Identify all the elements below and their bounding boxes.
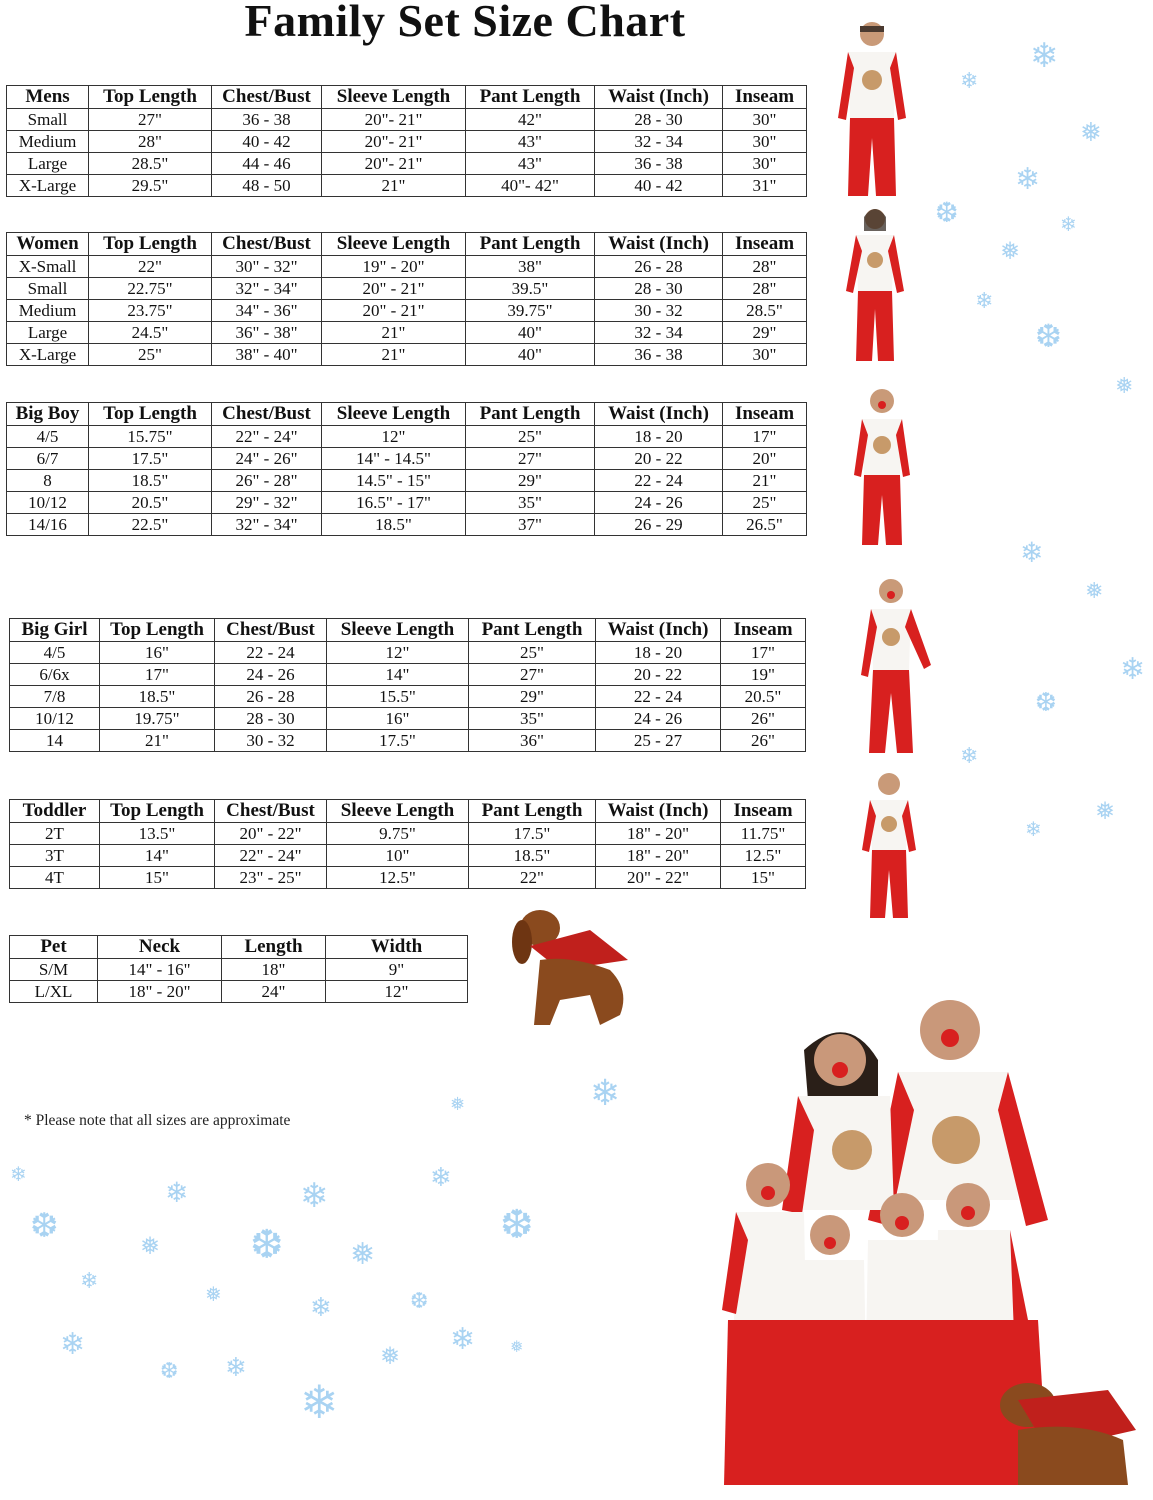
table-row <box>7 131 807 153</box>
table-cell: 20"- 21" <box>322 109 466 131</box>
table-row <box>7 514 807 536</box>
snowflake-icon: ❄ <box>975 288 994 313</box>
snowflake-icon: ❆ <box>935 198 959 229</box>
table-cell: 28" <box>89 131 212 153</box>
table-cell: 20.5" <box>721 686 806 708</box>
table-cell: 38" <box>466 256 595 278</box>
column-header: Chest/Bust <box>212 403 322 426</box>
table-row <box>7 492 807 514</box>
table-cell: 40 - 42 <box>595 175 723 197</box>
snowflake-icon: ❆ <box>160 1358 179 1383</box>
table-cell: 30" <box>723 344 807 366</box>
table-cell: 17" <box>721 642 806 664</box>
snowflake-icon: ❄ <box>590 1073 621 1113</box>
table-cell: 20" - 21" <box>322 300 466 322</box>
column-header: Waist (Inch) <box>595 233 723 256</box>
table-cell: 32 - 34 <box>595 131 723 153</box>
size-label-cell: Medium <box>7 131 89 153</box>
table-cell: 25" <box>466 426 595 448</box>
table-cell: 28 - 30 <box>215 708 327 730</box>
size-label-cell: 8 <box>7 470 89 492</box>
table-cell: 22 - 24 <box>595 470 723 492</box>
snowflake-icon: ❅ <box>1095 799 1116 825</box>
table-row <box>7 322 807 344</box>
table-cell: 29" <box>466 470 595 492</box>
column-header: Inseam <box>723 233 807 256</box>
size-label-cell: X-Small <box>7 256 89 278</box>
table-cell: 20" - 22" <box>215 823 327 845</box>
table-header-row <box>10 619 806 642</box>
table-row <box>10 823 806 845</box>
table-cell: 14" - 16" <box>98 959 222 981</box>
table-cell: 16" <box>100 642 215 664</box>
table-cell: 42" <box>466 109 595 131</box>
table-cell: 24" <box>222 981 326 1003</box>
girl-figure <box>853 575 933 760</box>
table-cell: 36" - 38" <box>212 322 322 344</box>
toddler-figure <box>858 770 920 922</box>
table-cell: 9.75" <box>327 823 469 845</box>
table-cell: 18" <box>222 959 326 981</box>
column-header: Pet <box>10 936 98 959</box>
table-row <box>7 344 807 366</box>
table-cell: 24 - 26 <box>215 664 327 686</box>
column-header: Pant Length <box>469 619 596 642</box>
table-cell: 19" <box>721 664 806 686</box>
table-row <box>10 686 806 708</box>
column-header: Top Length <box>89 233 212 256</box>
table-header-row <box>10 800 806 823</box>
column-header: Width <box>326 936 468 959</box>
size-label-cell: 10/12 <box>10 708 100 730</box>
snowflake-icon: ❆ <box>500 1202 534 1247</box>
approximate-sizes-note: * Please note that all sizes are approximate <box>24 1112 291 1129</box>
table-cell: 11.75" <box>721 823 806 845</box>
table-header-row <box>7 86 807 109</box>
column-header: Top Length <box>100 619 215 642</box>
table-cell: 15.5" <box>327 686 469 708</box>
table-cell: 34" - 36" <box>212 300 322 322</box>
table-cell: 32 - 34 <box>595 322 723 344</box>
table-row <box>7 109 807 131</box>
size-label-cell: 2T <box>10 823 100 845</box>
table-cell: 44 - 46 <box>212 153 322 175</box>
table-cell: 18.5" <box>100 686 215 708</box>
table-cell: 36 - 38 <box>595 344 723 366</box>
column-header: Inseam <box>721 619 806 642</box>
table-cell: 12" <box>326 981 468 1003</box>
table-cell: 19" - 20" <box>322 256 466 278</box>
table-cell: 19.75" <box>100 708 215 730</box>
size-label-cell: Large <box>7 153 89 175</box>
size-label-cell: 6/7 <box>7 448 89 470</box>
column-header: Pant Length <box>466 233 595 256</box>
table-row <box>7 256 807 278</box>
column-header: Top Length <box>89 403 212 426</box>
size-label-cell: S/M <box>10 959 98 981</box>
table-cell: 28" <box>723 278 807 300</box>
table-cell: 20" - 21" <box>322 278 466 300</box>
table-cell: 25 - 27 <box>596 730 721 752</box>
table-row <box>10 708 806 730</box>
table-cell: 18 - 20 <box>595 426 723 448</box>
column-header: Length <box>222 936 326 959</box>
table-cell: 40" <box>466 344 595 366</box>
table-row <box>7 470 807 492</box>
table-cell: 27" <box>469 664 596 686</box>
table-cell: 17" <box>100 664 215 686</box>
snowflake-icon: ❄ <box>1025 819 1042 841</box>
table-cell: 26 - 28 <box>215 686 327 708</box>
snowflake-icon: ❄ <box>60 1328 86 1361</box>
mens-size-table <box>6 85 807 197</box>
table-cell: 22" <box>469 867 596 889</box>
table-cell: 12" <box>327 642 469 664</box>
size-label-cell: 4/5 <box>7 426 89 448</box>
size-label-cell: 7/8 <box>10 686 100 708</box>
table-cell: 24.5" <box>89 322 212 344</box>
size-label-cell: 4T <box>10 867 100 889</box>
table-cell: 40 - 42 <box>212 131 322 153</box>
size-label-cell: 14 <box>10 730 100 752</box>
table-cell: 43" <box>466 153 595 175</box>
column-header: Top Length <box>89 86 212 109</box>
table-cell: 26 - 28 <box>595 256 723 278</box>
snowflake-icon: ❄ <box>1120 653 1146 686</box>
snowflake-icon: ❆ <box>250 1222 284 1267</box>
table-cell: 32" - 34" <box>212 514 322 536</box>
woman-figure <box>840 205 910 365</box>
table-cell: 20 - 22 <box>595 448 723 470</box>
table-cell: 26" <box>721 730 806 752</box>
size-label-cell: 6/6x <box>10 664 100 686</box>
table-cell: 20.5" <box>89 492 212 514</box>
table-header-row <box>7 403 807 426</box>
table-row <box>10 664 806 686</box>
table-cell: 10" <box>327 845 469 867</box>
table-row <box>10 981 468 1003</box>
snowflake-icon: ❄ <box>80 1268 99 1293</box>
table-cell: 30" <box>723 153 807 175</box>
column-header: Pant Length <box>466 403 595 426</box>
column-header: Chest/Bust <box>215 800 327 823</box>
column-header: Pant Length <box>466 86 595 109</box>
table-cell: 18.5" <box>469 845 596 867</box>
table-cell: 26.5" <box>723 514 807 536</box>
size-label-cell: 14/16 <box>7 514 89 536</box>
table-cell: 27" <box>466 448 595 470</box>
column-header: Inseam <box>723 86 807 109</box>
table-row <box>10 730 806 752</box>
table-row <box>7 426 807 448</box>
table-cell: 28 - 30 <box>595 278 723 300</box>
snowflake-icon: ❄ <box>165 1178 189 1209</box>
snowflake-icon: ❆ <box>30 1208 59 1245</box>
snowflake-icon: ❆ <box>1035 318 1062 354</box>
table-cell: 35" <box>466 492 595 514</box>
snowflake-icon: ❄ <box>1020 538 1044 569</box>
big-girl-size-table <box>9 618 806 752</box>
snowflake-icon: ❆ <box>410 1288 429 1313</box>
snowflake-icon: ❄ <box>1015 163 1041 196</box>
table-row <box>10 867 806 889</box>
table-cell: 38" - 40" <box>212 344 322 366</box>
table-cell: 22.75" <box>89 278 212 300</box>
boy-figure <box>850 385 915 550</box>
table-cell: 18 - 20 <box>596 642 721 664</box>
table-cell: 37" <box>466 514 595 536</box>
column-header: Pant Length <box>469 800 596 823</box>
column-header: Big Girl <box>10 619 100 642</box>
table-cell: 16.5" - 17" <box>322 492 466 514</box>
snowflake-icon: ❄ <box>300 1178 329 1215</box>
table-row <box>7 153 807 175</box>
table-cell: 21" <box>322 322 466 344</box>
column-header: Toddler <box>10 800 100 823</box>
table-cell: 25" <box>469 642 596 664</box>
column-header: Top Length <box>100 800 215 823</box>
table-cell: 21" <box>100 730 215 752</box>
table-cell: 9" <box>326 959 468 981</box>
size-label-cell: 3T <box>10 845 100 867</box>
size-label-cell: Small <box>7 278 89 300</box>
size-label-cell: Small <box>7 109 89 131</box>
table-cell: 22" - 24" <box>215 845 327 867</box>
table-cell: 18.5" <box>89 470 212 492</box>
snowflake-icon: ❆ <box>1035 688 1057 717</box>
table-cell: 24" - 26" <box>212 448 322 470</box>
table-cell: 27" <box>89 109 212 131</box>
snowflake-icon: ❅ <box>1000 239 1021 265</box>
table-cell: 22 - 24 <box>215 642 327 664</box>
column-header: Chest/Bust <box>215 619 327 642</box>
snowflake-icon: ❅ <box>1115 373 1134 398</box>
table-cell: 18.5" <box>322 514 466 536</box>
table-cell: 28" <box>723 256 807 278</box>
table-cell: 39.75" <box>466 300 595 322</box>
table-cell: 12" <box>322 426 466 448</box>
table-row <box>7 175 807 197</box>
table-cell: 28.5" <box>89 153 212 175</box>
dog-figure <box>500 900 638 1030</box>
table-cell: 20" - 22" <box>596 867 721 889</box>
snowflake-icon: ❄ <box>1030 38 1059 75</box>
size-label-cell: 10/12 <box>7 492 89 514</box>
pet-size-table <box>9 935 468 1003</box>
table-cell: 14" - 14.5" <box>322 448 466 470</box>
table-cell: 30 - 32 <box>595 300 723 322</box>
size-label-cell: Medium <box>7 300 89 322</box>
snowflake-icon: ❅ <box>350 1238 376 1271</box>
table-cell: 13.5" <box>100 823 215 845</box>
table-cell: 18" - 20" <box>596 845 721 867</box>
column-header: Chest/Bust <box>212 86 322 109</box>
table-cell: 26" <box>721 708 806 730</box>
page-title: Family Set Size Chart <box>244 0 686 46</box>
snowflake-icon: ❅ <box>205 1284 222 1306</box>
women-size-table <box>6 232 807 366</box>
table-cell: 39.5" <box>466 278 595 300</box>
table-cell: 26" - 28" <box>212 470 322 492</box>
column-header: Big Boy <box>7 403 89 426</box>
table-cell: 29" - 32" <box>212 492 322 514</box>
column-header: Inseam <box>723 403 807 426</box>
column-header: Chest/Bust <box>212 233 322 256</box>
table-cell: 36 - 38 <box>595 153 723 175</box>
column-header: Sleeve Length <box>327 619 469 642</box>
table-cell: 20"- 21" <box>322 153 466 175</box>
column-header: Mens <box>7 86 89 109</box>
table-row <box>7 448 807 470</box>
table-cell: 18" - 20" <box>596 823 721 845</box>
table-cell: 24 - 26 <box>595 492 723 514</box>
table-cell: 48 - 50 <box>212 175 322 197</box>
table-cell: 28.5" <box>723 300 807 322</box>
table-cell: 17.5" <box>469 823 596 845</box>
table-cell: 23.75" <box>89 300 212 322</box>
snowflake-icon: ❄ <box>1060 214 1077 236</box>
table-cell: 24 - 26 <box>596 708 721 730</box>
column-header: Waist (Inch) <box>596 800 721 823</box>
table-cell: 32" - 34" <box>212 278 322 300</box>
snowflake-icon: ❅ <box>510 1339 524 1356</box>
table-cell: 29" <box>469 686 596 708</box>
table-cell: 15" <box>100 867 215 889</box>
table-cell: 30" <box>723 109 807 131</box>
snowflake-icon: ❅ <box>380 1344 401 1370</box>
toddler-size-table <box>9 799 806 889</box>
table-cell: 23" - 25" <box>215 867 327 889</box>
size-label-cell: 4/5 <box>10 642 100 664</box>
table-cell: 14" <box>327 664 469 686</box>
table-row <box>10 959 468 981</box>
snowflake-icon: ❄ <box>430 1163 452 1192</box>
column-header: Neck <box>98 936 222 959</box>
table-cell: 40" <box>466 322 595 344</box>
column-header: Sleeve Length <box>322 86 466 109</box>
big-boy-size-table <box>6 402 807 536</box>
snowflake-icon: ❄ <box>450 1323 476 1356</box>
table-cell: 30 - 32 <box>215 730 327 752</box>
table-cell: 22.5" <box>89 514 212 536</box>
table-cell: 22" <box>89 256 212 278</box>
table-cell: 36 - 38 <box>212 109 322 131</box>
table-header-row <box>7 233 807 256</box>
snowflake-icon: ❅ <box>450 1094 466 1114</box>
table-cell: 21" <box>723 470 807 492</box>
table-cell: 25" <box>723 492 807 514</box>
table-row <box>10 642 806 664</box>
family-photo <box>718 990 1148 1495</box>
column-header: Waist (Inch) <box>596 619 721 642</box>
size-label-cell: Large <box>7 322 89 344</box>
table-row <box>7 278 807 300</box>
table-row <box>7 300 807 322</box>
table-cell: 43" <box>466 131 595 153</box>
table-cell: 26 - 29 <box>595 514 723 536</box>
snowflake-icon: ❄ <box>225 1353 247 1382</box>
table-cell: 40"- 42" <box>466 175 595 197</box>
table-cell: 31" <box>723 175 807 197</box>
table-cell: 12.5" <box>721 845 806 867</box>
table-cell: 17.5" <box>89 448 212 470</box>
table-cell: 16" <box>327 708 469 730</box>
table-header-row <box>10 936 468 959</box>
snowflake-icon: ❄ <box>300 1377 339 1428</box>
size-label-cell: X-Large <box>7 344 89 366</box>
table-cell: 20 - 22 <box>596 664 721 686</box>
table-cell: 28 - 30 <box>595 109 723 131</box>
snowflake-icon: ❄ <box>960 68 979 93</box>
table-cell: 12.5" <box>327 867 469 889</box>
table-cell: 22 - 24 <box>596 686 721 708</box>
table-cell: 20"- 21" <box>322 131 466 153</box>
table-cell: 15" <box>721 867 806 889</box>
snowflake-icon: ❅ <box>140 1234 161 1260</box>
snowflake-icon: ❅ <box>1085 578 1104 603</box>
table-cell: 17.5" <box>327 730 469 752</box>
size-label-cell: X-Large <box>7 175 89 197</box>
snowflake-icon: ❅ <box>1080 118 1102 147</box>
table-cell: 21" <box>322 175 466 197</box>
table-cell: 15.75" <box>89 426 212 448</box>
table-cell: 29" <box>723 322 807 344</box>
man-figure <box>832 18 912 203</box>
table-cell: 14.5" - 15" <box>322 470 466 492</box>
table-cell: 18" - 20" <box>98 981 222 1003</box>
column-header: Sleeve Length <box>322 233 466 256</box>
snowflake-icon: ❄ <box>310 1293 332 1322</box>
column-header: Waist (Inch) <box>595 403 723 426</box>
table-cell: 36" <box>469 730 596 752</box>
snowflake-icon: ❄ <box>10 1164 27 1186</box>
snowflake-icon: ❄ <box>960 743 979 768</box>
table-cell: 25" <box>89 344 212 366</box>
table-cell: 17" <box>723 426 807 448</box>
table-cell: 30" - 32" <box>212 256 322 278</box>
column-header: Waist (Inch) <box>595 86 723 109</box>
table-cell: 14" <box>100 845 215 867</box>
table-cell: 22" - 24" <box>212 426 322 448</box>
column-header: Sleeve Length <box>322 403 466 426</box>
column-header: Women <box>7 233 89 256</box>
table-cell: 20" <box>723 448 807 470</box>
column-header: Inseam <box>721 800 806 823</box>
column-header: Sleeve Length <box>327 800 469 823</box>
table-row <box>10 845 806 867</box>
table-cell: 21" <box>322 344 466 366</box>
table-cell: 30" <box>723 131 807 153</box>
table-cell: 29.5" <box>89 175 212 197</box>
table-cell: 35" <box>469 708 596 730</box>
size-label-cell: L/XL <box>10 981 98 1003</box>
